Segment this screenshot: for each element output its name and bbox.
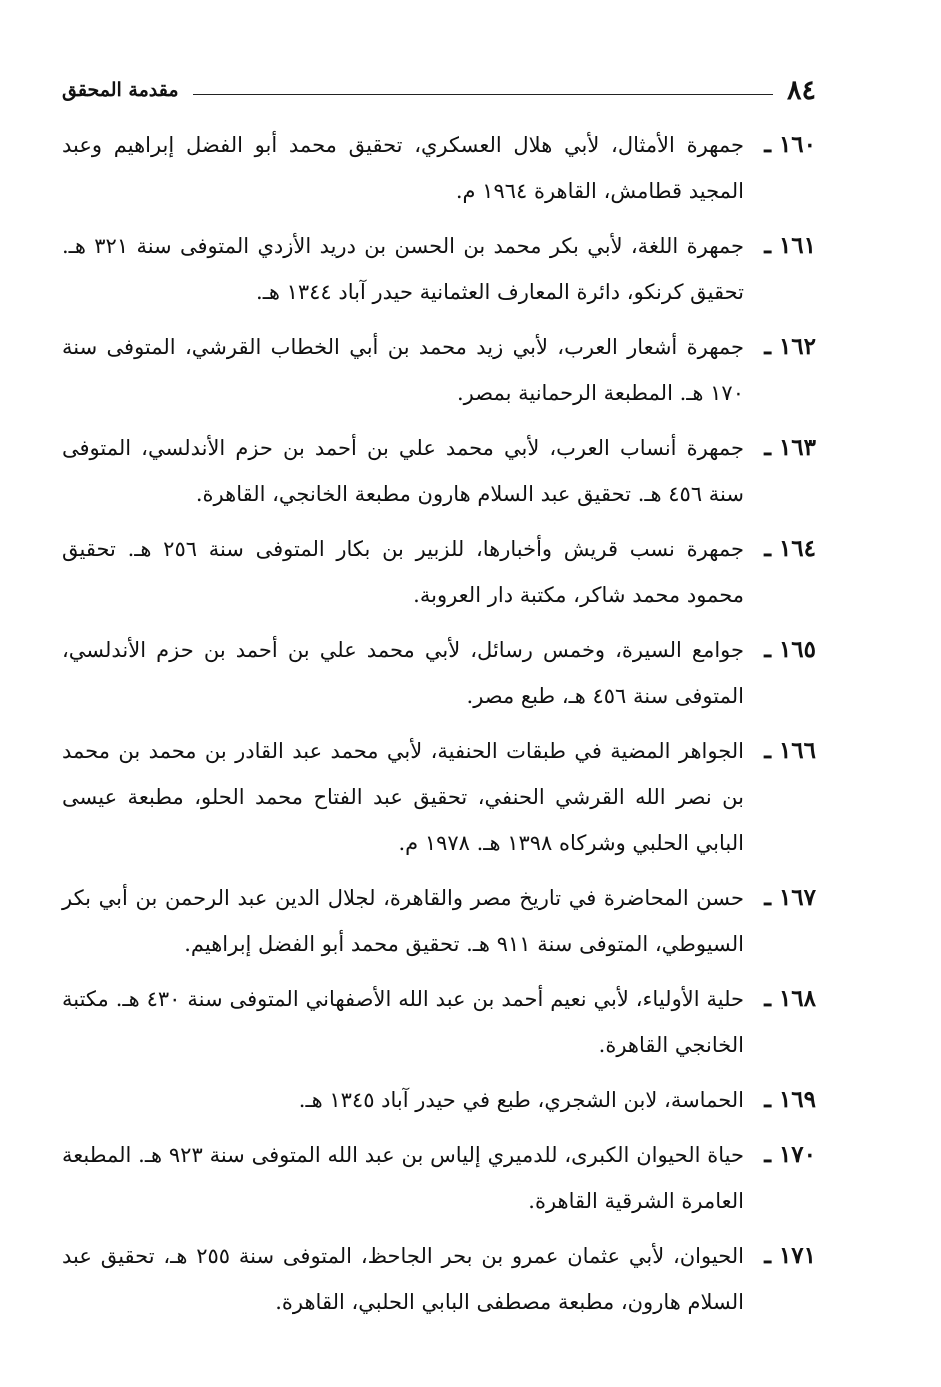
entry-text: جمهرة الأمثال، لأبي هلال العسكري، تحقيق محمد أبو الفضل إبراهيم وعبد المجيد قطامش، القاهرة ١٩٦٤ م. bbox=[62, 133, 744, 203]
entry-number: ١٦٨ ـ bbox=[764, 985, 816, 1012]
bibliography-entry bbox=[62, 324, 816, 416]
entry-text: جوامع السيرة، وخمس رسائل، لأبي محمد علي بن أحمد بن حزم الأندلسي، المتوفى سنة ٤٥٦ هـ، طبع مصر. bbox=[62, 638, 744, 708]
entry-text: جمهرة أشعار العرب، لأبي زيد محمد بن أبي الخطاب القرشي، المتوفى سنة ١٧٠ هـ. المطبعة الرحمانية بمصر. bbox=[62, 335, 744, 405]
entry-text: جمهرة اللغة، لأبي بكر محمد بن الحسن بن دريد الأزدي المتوفى سنة ٣٢١ هـ. تحقيق كرنكو، دائرة المعارف العثمانية حيدر آباد ١٣٤٤ هـ. bbox=[62, 234, 745, 304]
entry-text: جمهرة أنساب العرب، لأبي محمد علي بن أحمد بن حزم الأندلسي، المتوفى سنة ٤٥٦ هـ. تحقيق عبد السلام هارون مطبعة الخانجي، القاهرة. bbox=[62, 436, 744, 506]
bibliography-entry bbox=[62, 1077, 816, 1123]
page-header bbox=[62, 70, 816, 110]
running-title: مقدمة المحقق bbox=[62, 79, 179, 101]
bibliography-entry bbox=[62, 875, 816, 967]
entry-number: ١٦٩ ـ bbox=[764, 1086, 816, 1113]
bibliography-list bbox=[62, 122, 816, 1334]
entry-text: حلية الأولياء، لأبي نعيم أحمد بن عبد الله الأصفهاني المتوفى سنة ٤٣٠ هـ. مكتبة الخانجي القاهرة. bbox=[62, 987, 745, 1057]
entry-text: الجواهر المضية في طبقات الحنفية، لأبي محمد عبد القادر بن محمد بن محمد بن نصر الله القرشي الحنفي، تحقيق عبد الفتاح محمد الحلو، مطبعة عيسى البابي الحلبي وشركاه ١٣٩٨ هـ. ١٩٧٨ م. bbox=[62, 739, 744, 855]
entry-number: ١٦٤ ـ bbox=[764, 535, 816, 562]
entry-number: ١٦٧ ـ bbox=[764, 884, 816, 911]
entry-text: حياة الحيوان الكبرى، للدميري إلياس بن عبد الله المتوفى سنة ٩٢٣ هـ. المطبعة العامرة الشرقية القاهرة. bbox=[62, 1143, 744, 1213]
bibliography-entry bbox=[62, 728, 816, 866]
bibliography-entry bbox=[62, 1132, 816, 1224]
bibliography-entry bbox=[62, 223, 816, 315]
entry-text: جمهرة نسب قريش وأخبارها، للزبير بن بكار المتوفى سنة ٢٥٦ هـ. تحقيق محمود محمد شاكر، مكتبة دار العروبة. bbox=[62, 537, 744, 607]
bibliography-entry bbox=[62, 1233, 816, 1325]
entry-number: ١٦٠ ـ bbox=[764, 131, 816, 158]
header-rule bbox=[193, 94, 773, 95]
entry-number: ١٦١ ـ bbox=[764, 232, 816, 259]
entry-number: ١٦٥ ـ bbox=[764, 636, 816, 663]
entry-number: ١٦٦ ـ bbox=[764, 737, 816, 764]
entry-text: حسن المحاضرة في تاريخ مصر والقاهرة، لجلال الدين عبد الرحمن بن أبي بكر السيوطي، المتوفى سنة ٩١١ هـ. تحقيق محمد أبو الفضل إبراهيم. bbox=[62, 886, 744, 956]
bibliography-entry bbox=[62, 526, 816, 618]
bibliography-entry bbox=[62, 122, 816, 214]
bibliography-entry bbox=[62, 976, 816, 1068]
bibliography-entry bbox=[62, 425, 816, 517]
entry-number: ١٦٣ ـ bbox=[764, 434, 816, 461]
entry-number: ١٧٠ ـ bbox=[764, 1141, 816, 1168]
entry-text: الحماسة، لابن الشجري، طبع في حيدر آباد ١٣٤٥ هـ. bbox=[298, 1088, 744, 1112]
bibliography-entry bbox=[62, 627, 816, 719]
entry-number: ١٦٢ ـ bbox=[764, 333, 816, 360]
entry-number: ١٧١ ـ bbox=[764, 1242, 816, 1269]
page-number: ٨٤ bbox=[786, 74, 816, 106]
entry-text: الحيوان، لأبي عثمان عمرو بن بحر الجاحظ، المتوفى سنة ٢٥٥ هـ، تحقيق عبد السلام هارون، مطبعة مصطفى البابي الحلبي، القاهرة. bbox=[62, 1244, 744, 1314]
